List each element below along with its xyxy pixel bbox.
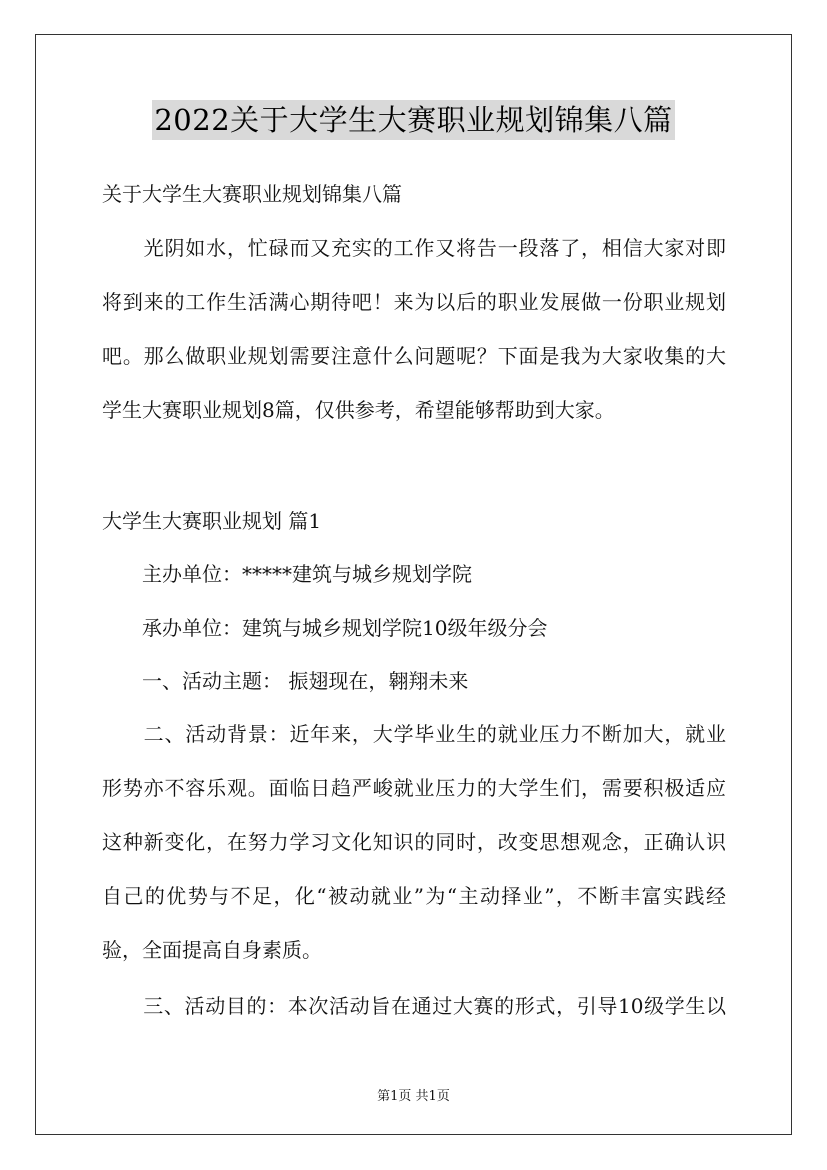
background-line-4: 自己的优势与不足，化“被动就业”为“主动择业”，不断丰富实践经 xyxy=(102,884,726,908)
background-line-2: 形势亦不容乐观。面临日趋严峻就业压力的大学生们，需要积极适应 xyxy=(102,776,726,800)
background-line-5: 验，全面提高自身素质。 xyxy=(102,938,322,962)
document-subtitle: 关于大学生大赛职业规划锦集八篇 xyxy=(102,182,402,206)
intro-line-4: 学生大赛职业规划8篇，仅供参考，希望能够帮助到大家。 xyxy=(102,398,615,422)
background-line-1: 二、活动背景：近年来，大学毕业生的就业压力不断加大，就业 xyxy=(102,722,726,746)
background-line-3: 这种新变化，在努力学习文化知识的同时，改变思想观念，正确认识 xyxy=(102,830,726,854)
background-paragraph xyxy=(102,721,726,991)
page-footer: 第1页 共1页 xyxy=(377,1089,450,1104)
purpose-line-1: 三、活动目的：本次活动旨在通过大赛的形式，引导10级学生以 xyxy=(102,994,726,1018)
intro-line-3: 吧。那么做职业规划需要注意什么问题呢？下面是我为大家收集的大 xyxy=(102,344,726,368)
title-block xyxy=(0,100,827,140)
intro-paragraph xyxy=(102,235,726,451)
host-line: 主办单位：*****建筑与城乡规划学院 xyxy=(102,562,472,586)
theme-line: 一、活动主题： 振翅现在，翱翔未来 xyxy=(102,669,469,693)
document-title: 2022关于大学生大赛职业规划锦集八篇 xyxy=(152,100,674,140)
purpose-paragraph xyxy=(102,993,726,1047)
intro-line-2: 将到来的工作生活满心期待吧！来为以后的职业发展做一份职业规划 xyxy=(102,290,726,314)
intro-line-1: 光阴如水，忙碌而又充实的工作又将告一段落了，相信大家对即 xyxy=(102,236,726,260)
section-heading: 大学生大赛职业规划 篇1 xyxy=(102,509,322,533)
organizer-line: 承办单位：建筑与城乡规划学院10级年级分会 xyxy=(102,616,548,640)
